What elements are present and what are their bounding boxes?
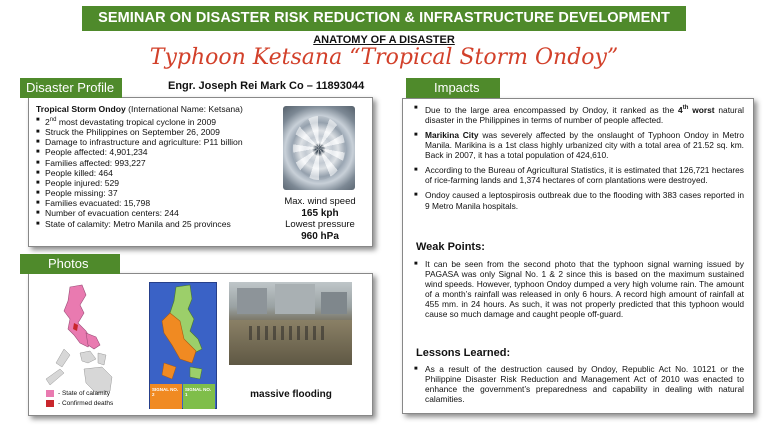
legend-calamity-row [46,389,113,399]
lessons-list [414,364,744,409]
profile-fact-2nd: 2nd most devastating tropical cyclone in 2009 [45,117,217,128]
lessons-heading: Lessons Learned: [416,347,511,359]
legend-deaths-label: - Confirmed deaths [58,400,114,407]
profile-fact: ■ State of calamity: Metro Manila and 25 provinces [36,219,276,229]
impact-1-pre: Due to the large area encompassed by Ondoy, it ranked as the [425,104,679,115]
impact-item: ■ According to the Bureau of Agricultural Statistics, it is estimated that 126,721 hectares of rice-farming lands and 1,374 hectares of corn plantations were destroyed. [414,165,744,185]
max-wind-label: Max. wind speed [284,196,356,207]
deaths-swatch [46,400,54,407]
profile-fact: ■ Damage to infrastructure and agriculture: P11 billion [36,137,276,147]
impact-item [414,130,744,160]
typhoon-stats [274,196,366,242]
profile-heading [36,104,276,114]
impact-item: ■ Ondoy caused a leptospirosis outbreak due to the flooding with 383 cases reported in 9 Metro Manila hospitals. [414,190,744,210]
signal-2-legend: SIGNAL NO. 2 [150,384,182,409]
lowest-pressure-value: 960 hPa [301,230,339,242]
profile-fact [36,115,276,127]
lowest-pressure-label: Lowest pressure [285,219,355,230]
signal-1-legend: SIGNAL NO. 1 [183,384,215,409]
profile-fact: ■ People injured: 529 [36,178,276,188]
profile-fact: ■ Struck the Philippines on September 26, 2009 [36,127,276,137]
legend-calamity-label: - State of calamity [58,390,111,397]
calamity-swatch [46,390,54,397]
impact-2-post: was severely affected by the onslaught of Typhoon Ondoy in Metro Manila. Marikina is a 1st class highly urbanized city with a total area of 21.52 sq. km. Back in 2007, it has a total population of 424,610. [425,129,744,161]
impact-2-bold: Marikina City [425,129,479,140]
max-wind-value: 165 kph [301,207,339,219]
flood-buildings [237,288,267,314]
tab-impacts: Impacts [406,78,500,98]
legend-deaths-row [46,399,113,409]
flood-photo [229,282,352,365]
profile-fact: ■ People affected: 4,901,234 [36,147,276,157]
weak-point-item: ■ It can be seen from the second photo that the typhoon signal warning issued by PAGASA was only Signal No. 1 & 2 since this is based on the maximum sustained wind speeds. However, typhoon Ondoy dumped a very high volume rain. The amount of a month’s rainfall was released in only 6 hours. A record high amount of rainfall at 455 mm. in 24 hours. As such, it was not properly predicted that this typhoon would cause so much damage and caught people off-guard. [414,259,744,320]
impact-item [414,103,744,125]
tab-photos: Photos [20,254,120,274]
profile-heading-name: Tropical Storm Ondoy [36,104,126,114]
flood-caption: massive flooding [250,389,332,400]
typhoon-satellite-image [283,106,355,190]
weak-points-heading: Weak Points: [416,241,485,253]
flood-people [249,326,329,340]
author-line: Engr. Joseph Rei Mark Co – 11893044 [168,80,365,92]
lesson-item: ■ As a result of the destruction caused by Ondoy, Republic Act No. 10121 or the Philippine Disaster Risk Reduction and Management Act of 2010 was enacted to enhance the government’s preparedness and capability in dealing with natural calamities. [414,364,744,404]
page-title: Typhoon Ketsana “Tropical Storm Ondoy” [149,45,619,70]
tab-disaster-profile: Disaster Profile [20,78,122,98]
impacts-list [414,103,744,216]
impact-1-post: natural disaster in the Philippines in terms of number of people affected. [425,104,744,125]
profile-facts-list [36,115,276,229]
flood-buildings [275,284,315,314]
impact-1-bold: 4th worst [678,104,715,115]
map-legend [46,389,113,409]
profile-fact: ■ Families affected: 993,227 [36,158,276,168]
flood-buildings [321,292,347,314]
weak-points-list [414,259,744,325]
profile-fact: ■ People missing: 37 [36,188,276,198]
seminar-banner: SEMINAR ON DISASTER RISK REDUCTION & INFRASTRUCTURE DEVELOPMENT [82,6,686,31]
profile-fact: ■ People killed: 464 [36,168,276,178]
profile-text [36,104,276,229]
profile-heading-intl: (International Name: Ketsana) [125,104,243,114]
profile-fact: ■ Number of evacuation centers: 244 [36,208,276,218]
profile-fact: ■ Families evacuated: 15,798 [36,198,276,208]
anatomy-subtitle: ANATOMY OF A DISASTER [313,34,455,46]
